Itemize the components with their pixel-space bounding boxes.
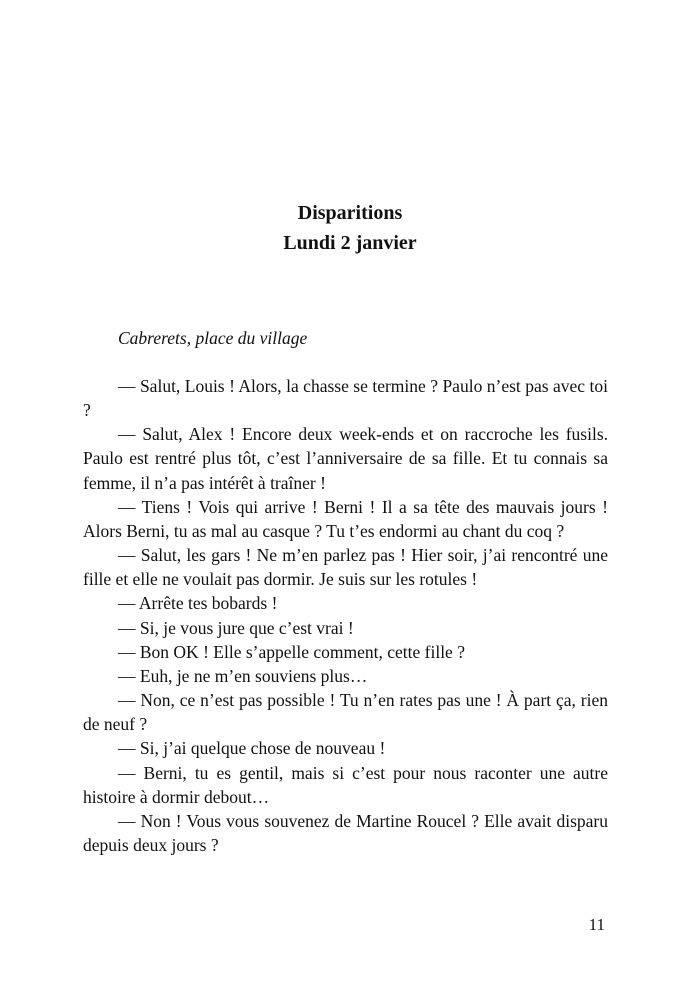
dialogue-paragraph: — Euh, je ne m’en souviens plus… <box>118 665 368 686</box>
chapter-heading <box>0 198 700 258</box>
dialogue-paragraph: — Si, j’ai quelque chose de nouveau ! <box>118 738 386 759</box>
dialogue-paragraph: — Non, ce n’est pas possible ! Tu n’en rates pas une ! À part ça, rien de neuf ? <box>83 690 608 735</box>
chapter-date: Lundi 2 janvier <box>283 232 417 254</box>
dialogue-paragraph: — Salut, Alex ! Encore deux week-ends et on raccroche les fusils. Paulo est rentré plus tôt, c’est l’anniversaire de sa fille. Et tu connais sa femme, il n’a pas intérêt à traîner ! <box>83 424 608 493</box>
dialogue-paragraph: — Arrête tes bobards ! <box>118 593 278 614</box>
dialogue-paragraph: — Non ! Vous vous souvenez de Martine Roucel ? Elle avait disparu depuis deux jours ? <box>83 810 608 855</box>
dialogue-body <box>83 374 608 857</box>
dialogue-paragraph: — Tiens ! Vois qui arrive ! Berni ! Il a sa tête des mauvais jours ! Alors Berni, tu as mal au casque ? Tu t’es endormi au chant du coq ? <box>83 496 608 541</box>
dialogue-paragraph: — Bon OK ! Elle s’appelle comment, cette fille ? <box>118 641 465 662</box>
scene-heading: Cabrerets, place du village <box>118 328 308 348</box>
chapter-title: Disparitions <box>297 202 403 224</box>
dialogue-paragraph: — Salut, Louis ! Alors, la chasse se termine ? Paulo n’est pas avec toi ? <box>83 376 608 421</box>
dialogue-paragraph: — Si, je vous jure que c’est vrai ! <box>118 617 354 638</box>
dialogue-paragraph: — Berni, tu es gentil, mais si c’est pour nous raconter une autre histoire à dormir debout… <box>83 762 608 807</box>
page-number: 11 <box>588 915 605 934</box>
dialogue-paragraph: — Salut, les gars ! Ne m’en parlez pas ! Hier soir, j’ai rencontré une fille et elle ne voulait pas dormir. Je suis sur les rotules ! <box>83 545 608 590</box>
